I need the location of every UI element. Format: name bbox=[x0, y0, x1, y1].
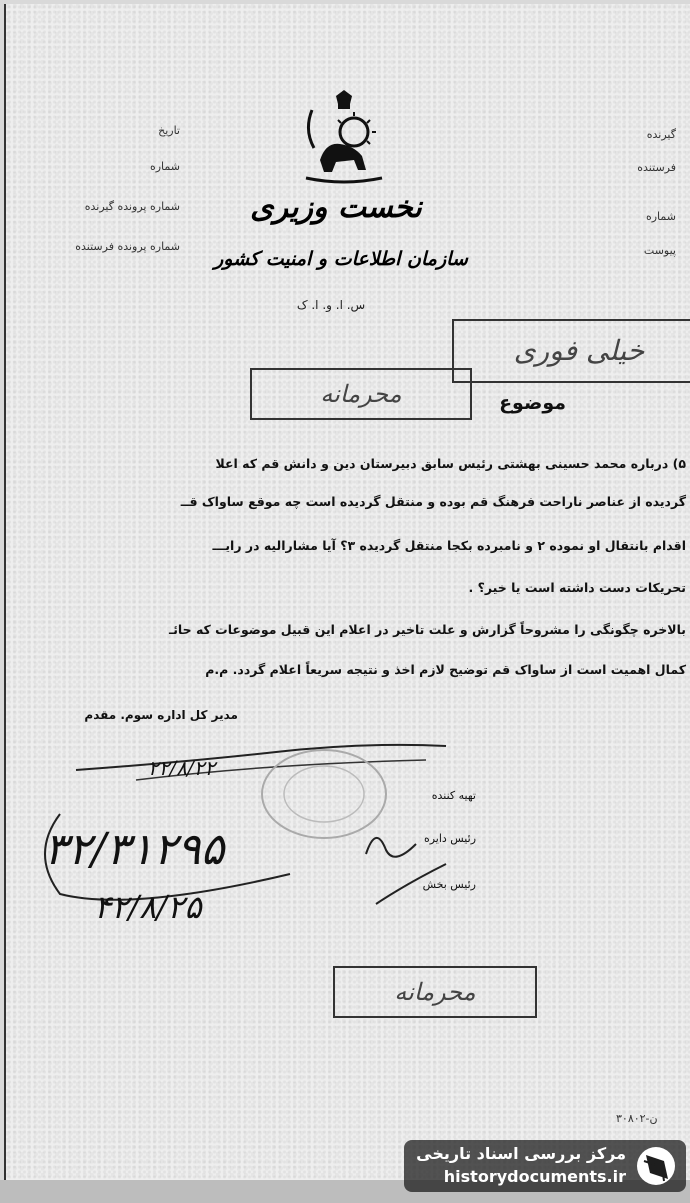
body-line-6: کمال اهمیت است از ساواک قم توضیح لازم اخذ و نتیجه سریعاً اعلام گردد. م.م bbox=[205, 662, 686, 677]
signature-department: مدیر کل اداره سوم. مقدم bbox=[84, 708, 238, 722]
organization-code: س. ا. و. ا. ک bbox=[296, 298, 366, 312]
label-date: تاریخ bbox=[158, 124, 180, 137]
label-attachment: پیوست bbox=[643, 244, 676, 257]
document-number: ۳۲/۳۱۲۹۵ bbox=[44, 824, 225, 875]
body-line-2: گردیده از عناصر ناراحت فرهنگ قم بوده و منتقل گردیده است چه موقع ساواک قــ bbox=[180, 494, 686, 509]
label-file-sender: شماره پرونده فرستنده bbox=[75, 240, 180, 253]
label-to: گیرنده bbox=[646, 128, 676, 141]
label-sender: فرستنده bbox=[637, 161, 676, 174]
subject-label: موضوع bbox=[499, 392, 566, 414]
head-of-section-label: رئیس دایره bbox=[423, 832, 476, 845]
body-line-5: بالاخره چگونگی را مشروحاً گزارش و علت تاخیر در اعلام این قبیل موضوعات که حائـ bbox=[168, 622, 686, 637]
head-of-department-label: رئیس بخش bbox=[422, 878, 476, 891]
footer-code: ۳۰۸۰۲-ن bbox=[616, 1112, 658, 1125]
organization-subtitle: سازمان اطلاعات و امنیت کشور bbox=[214, 248, 468, 270]
confidential-stamp-bottom: محرمانه bbox=[333, 966, 537, 1018]
organization-title: نخست وزیری bbox=[250, 190, 422, 225]
body-line-4: تحریکات دست داشته است یا خیر؟ . bbox=[468, 580, 686, 595]
watermark-url: historydocuments.ir bbox=[443, 1167, 626, 1186]
document-date: ۴۲/۸/۲۵ bbox=[94, 888, 202, 926]
archive-logo-icon bbox=[634, 1145, 678, 1187]
label-file-recipient: شماره پرونده گیرنده bbox=[84, 200, 180, 213]
label-number-left: شماره bbox=[149, 160, 180, 173]
signature-date: ۲۲/۸/۲۲ bbox=[148, 756, 216, 780]
watermark bbox=[404, 1140, 686, 1192]
label-number-right: شماره bbox=[645, 210, 676, 223]
body-line-1: ۵) درباره محمد حسینی بهشتی رئیس سابق دبیرستان دین و دانش قم که اعلا bbox=[215, 456, 686, 471]
confidential-stamp-top: محرمانه bbox=[250, 368, 472, 420]
urgent-stamp: خیلی فوری bbox=[452, 319, 690, 383]
prepared-by-label: تهیه کننده bbox=[431, 789, 476, 802]
document-page bbox=[4, 4, 690, 1194]
initials-signature-icon bbox=[356, 814, 476, 914]
body-line-3: اقدام بانتقال او نموده ۲ و نامبرده بکجا منتقل گردیده ۳؟ آیا مشارالیه در رایـــ bbox=[212, 538, 686, 553]
lion-and-sun-emblem-icon bbox=[296, 90, 392, 186]
watermark-name: مرکز بررسی اسناد تاریخی bbox=[416, 1144, 626, 1163]
